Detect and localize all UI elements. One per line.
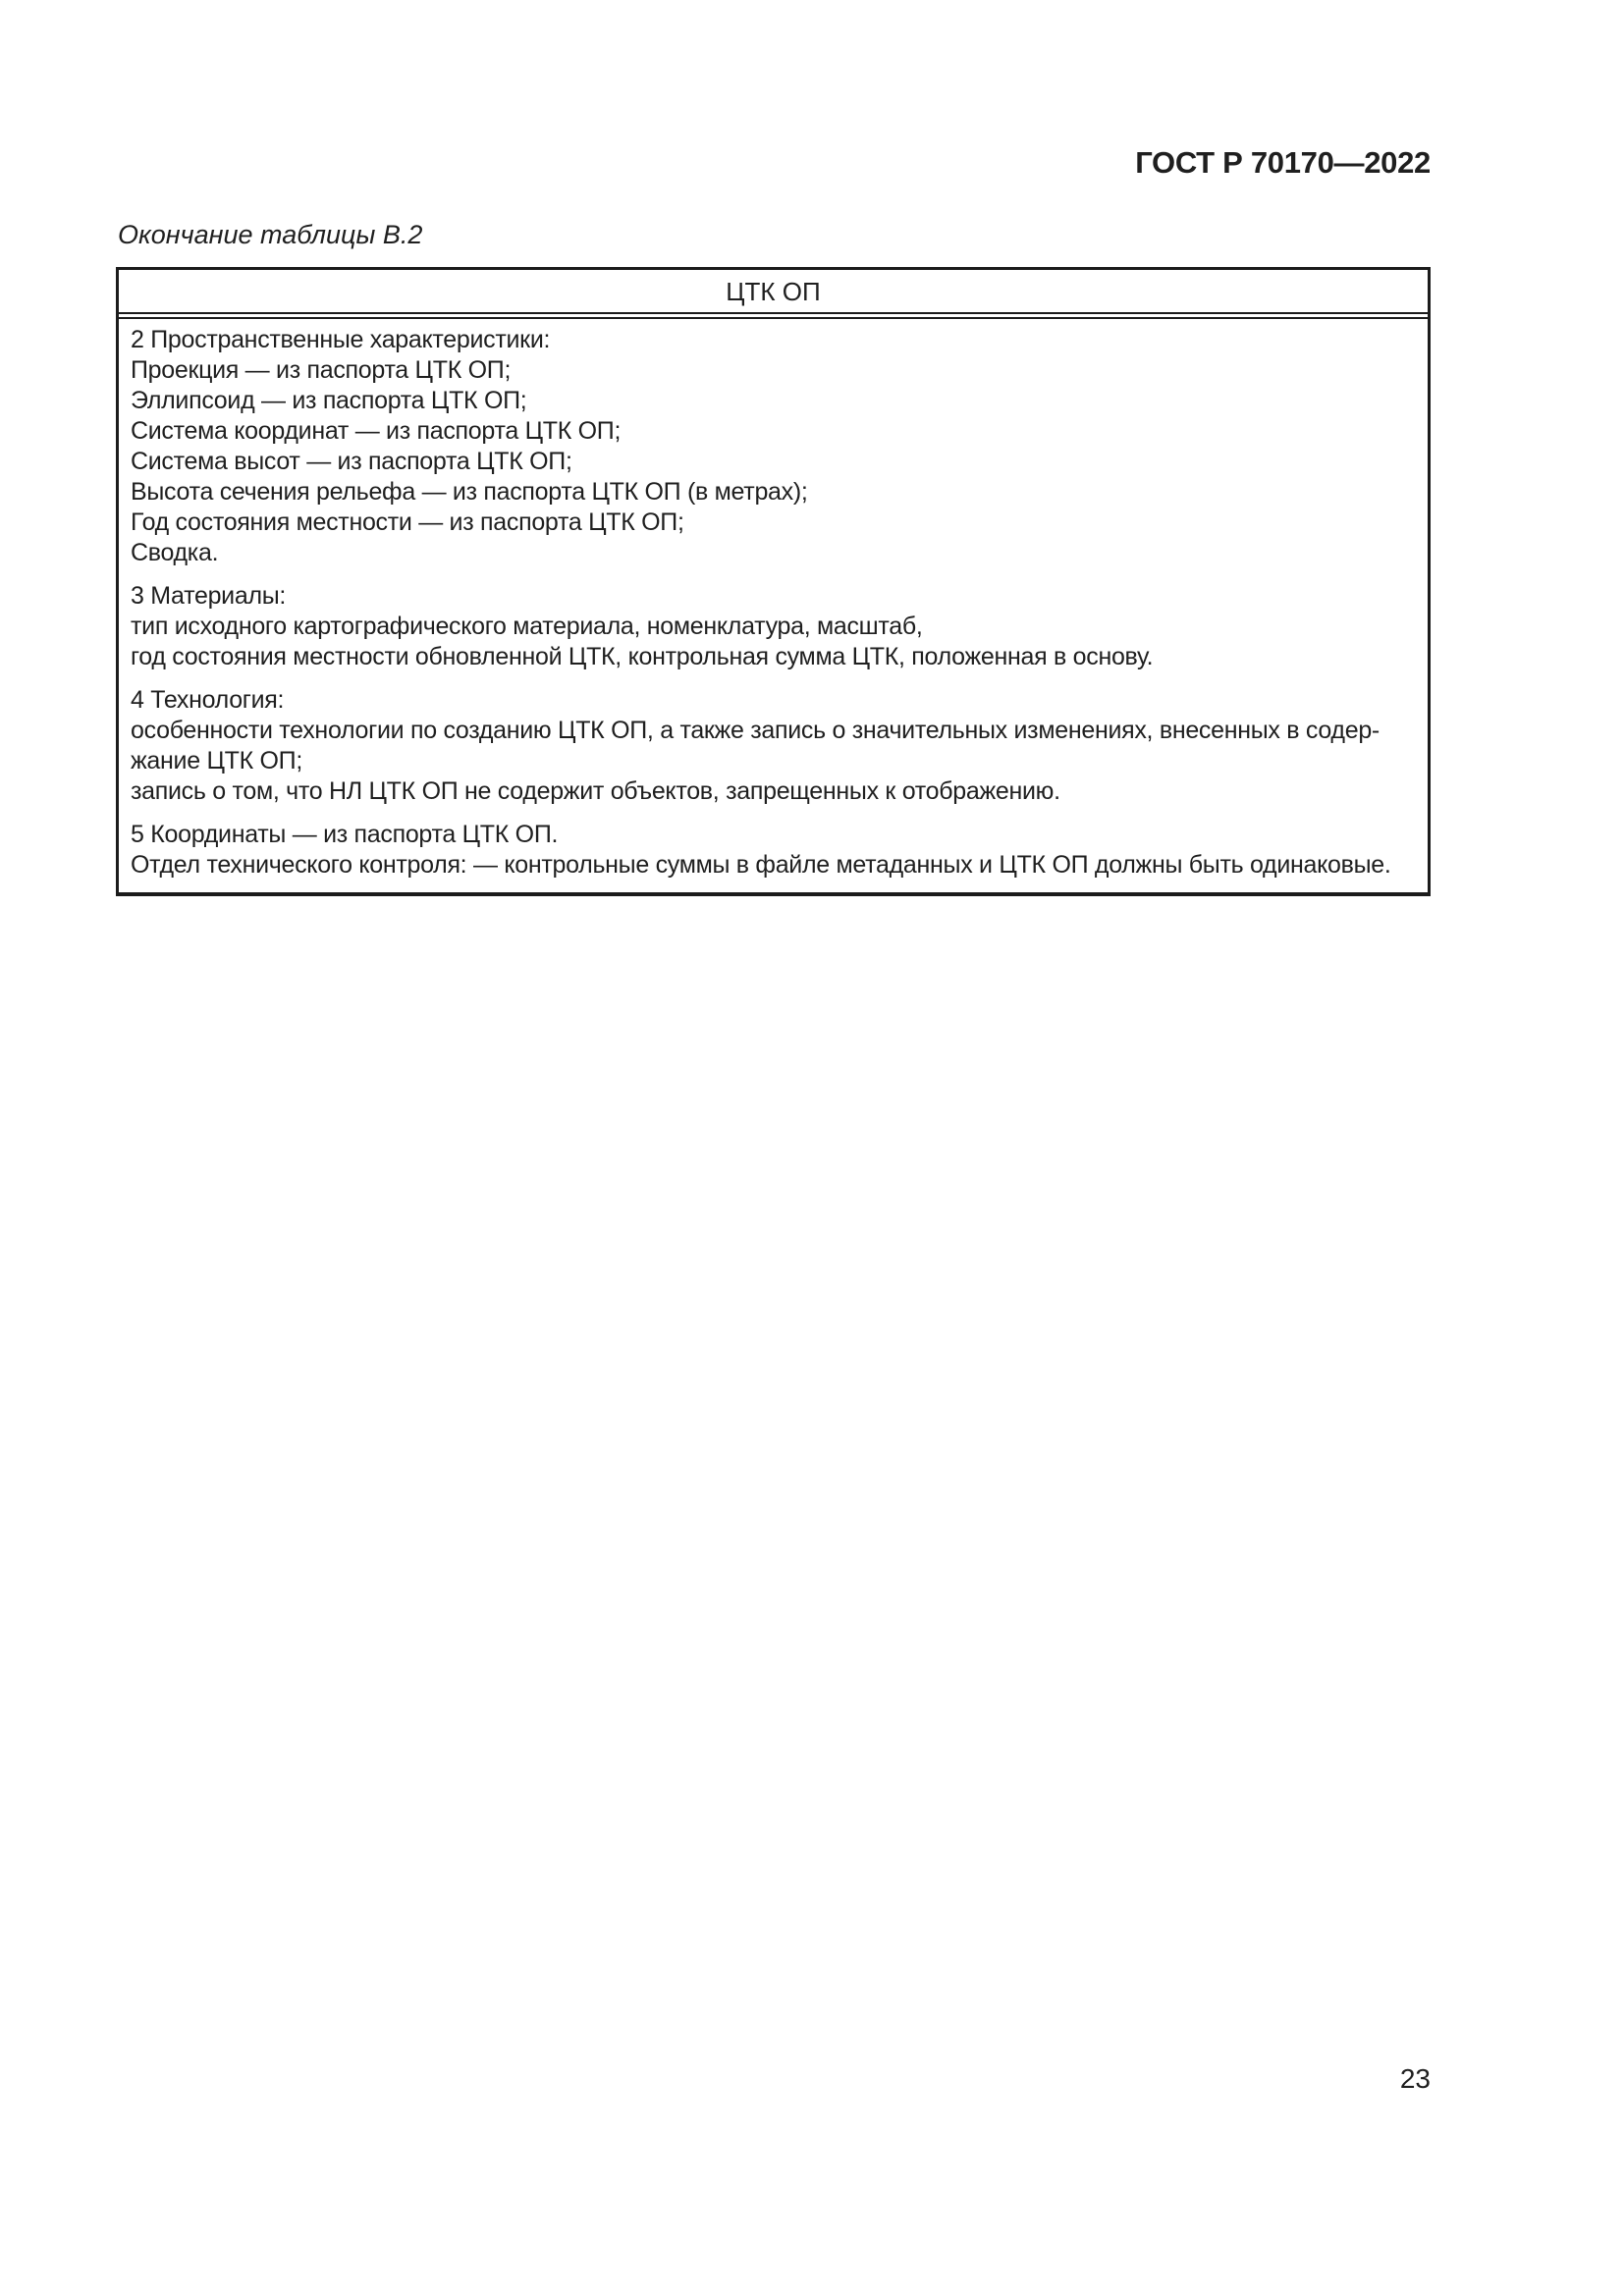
appendix-table [116,267,1431,896]
text-line: год состояния местности обновленной ЦТК, контрольная сумма ЦТК, положенная в основу. [131,643,1154,670]
text-line: Год состояния местности — из паспорта ЦТК ОП; [131,508,684,536]
standard-code: ГОСТ Р 70170—2022 [1135,145,1431,180]
text-line: 2 Пространственные характеристики: [131,326,551,353]
table-body-cell [119,319,1428,892]
section-coordinates [131,820,1414,881]
text-line: 5 Координаты — из паспорта ЦТК ОП. [131,821,559,848]
text-line: запись о том, что НЛ ЦТК ОП не содержит объектов, запрещенных к отображению. [131,777,1060,805]
section-materials [131,581,1414,672]
text-line: Отдел технического контроля: — контрольные суммы в файле метаданных и ЦТК ОП должны быть одинаковые. [131,851,1391,879]
table-caption: Окончание таблицы В.2 [118,220,423,249]
text-line: Высота сечения рельефа — из паспорта ЦТК ОП (в метрах); [131,478,808,506]
text-line: тип исходного картографического материала, номенклатура, масштаб, [131,613,923,640]
text-line: особенности технологии по созданию ЦТК ОП, а также запись о значительных изменениях, внесенных в содер- [131,717,1380,744]
text-line: Система координат — из паспорта ЦТК ОП; [131,417,622,445]
table-header-cell: ЦТК ОП [119,270,1428,319]
text-line: жание ЦТК ОП; [131,747,302,774]
text-line: Система высот — из паспорта ЦТК ОП; [131,448,572,475]
text-line: Эллипсоид — из паспорта ЦТК ОП; [131,387,527,414]
page-number: 23 [1399,2063,1431,2094]
text-line: Проекция — из паспорта ЦТК ОП; [131,356,512,384]
text-line: 4 Технология: [131,686,285,714]
section-technology [131,685,1414,807]
text-line: 3 Материалы: [131,582,287,610]
section-spatial-characteristics [131,325,1414,568]
text-line: Сводка. [131,539,219,566]
